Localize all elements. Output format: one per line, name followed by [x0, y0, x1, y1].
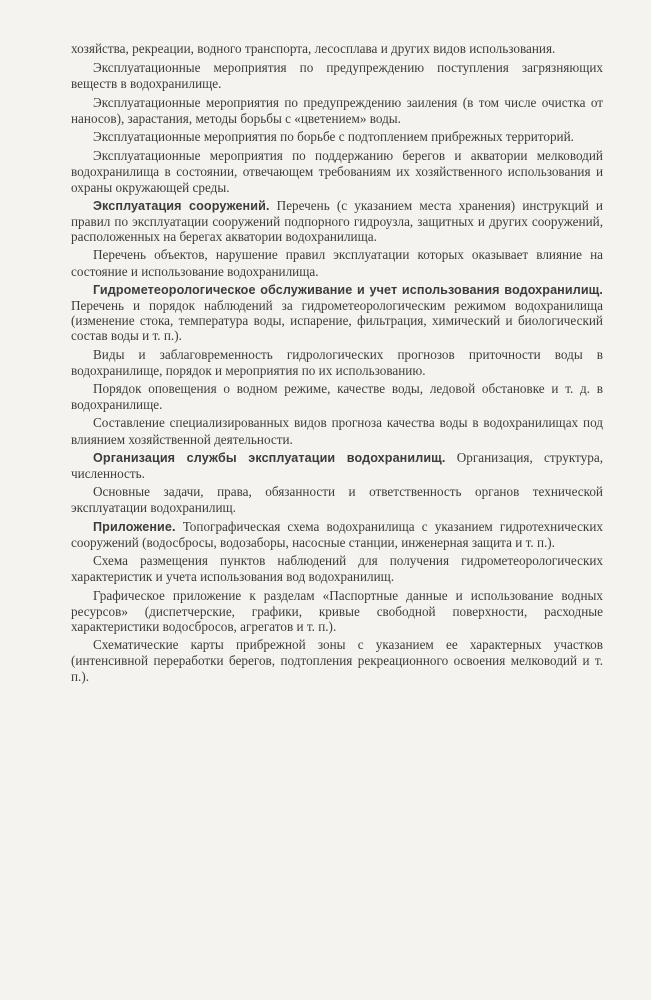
paragraph-10	[71, 381, 603, 412]
paragraph-12	[71, 450, 603, 481]
paragraph-7-text: Перечень объектов, нарушение правил эксплуатации которых оказывает влияние на состояние и использование водохранилища.	[71, 247, 603, 279]
paragraph-1-text: хозяйства, рекреации, водного транспорта, лесосплава и других видов использования.	[71, 41, 556, 56]
paragraph-6-text: Перечень (с указанием места хранения) инструкций и правил по эксплуатации сооружений подпорного гидроузла, защитных и других сооружений, расположенных на берегах акватории водохранилища.	[71, 197, 603, 245]
paragraph-10-text: Порядок оповещения о водном режиме, качестве воды, ледовой обстановке и т. д. в водохранилище.	[71, 381, 603, 413]
paragraph-14	[71, 519, 603, 550]
paragraph-4	[71, 129, 603, 145]
paragraph-7	[71, 247, 603, 278]
paragraph-13	[71, 484, 603, 515]
paragraph-9	[71, 347, 603, 378]
paragraph-8-heading: Гидрометеорологическое обслуживание и учет использования водохранилищ.	[93, 282, 603, 297]
paragraph-16-text: Графическое приложение к разделам «Паспортные данные и использование водных ресурсов» (диспетчерские, графики, кривые свободной поверхности, расходные характеристики водосбросов, агрегатов и т. п.).	[71, 587, 603, 634]
paragraph-8	[71, 282, 603, 344]
paragraph-5-text: Эксплуатационные мероприятия по поддержанию берегов и акватории мелководий водохранилища в состоянии, отвечающем требованиям их хозяйственного использования и охраны окружающей среды.	[71, 148, 603, 195]
paragraph-12-text: Организация, структура, численность.	[71, 449, 603, 482]
paragraph-12-heading: Организация службы эксплуатации водохранилищ.	[93, 450, 446, 465]
paragraph-6-heading: Эксплуатация сооружений.	[93, 198, 270, 213]
paragraph-15	[71, 553, 603, 584]
paragraph-5	[71, 148, 603, 195]
paragraph-14-heading: Приложение.	[93, 519, 176, 534]
document-body	[71, 41, 603, 687]
paragraph-2	[71, 60, 603, 91]
paragraph-13-text: Основные задачи, права, обязанности и ответственность органов технической эксплуатации водохранилищ.	[71, 484, 603, 516]
paragraph-14-text: Топографическая схема водохранилища с указанием гидротехнических сооружений (водосбросы, водозаборы, насосные станции, инженерная защита и т. п.).	[71, 518, 603, 550]
paragraph-11	[71, 415, 603, 446]
paragraph-8-text: Перечень и порядок наблюдений за гидрометеорологическим режимом водохранилища (изменение стока, температура воды, испарение, фильтрация, химический и биологический состав воды и т. п.).	[71, 298, 603, 344]
paragraph-1	[71, 41, 603, 57]
paragraph-4-text: Эксплуатационные мероприятия по борьбе с подтоплением прибрежных территорий.	[93, 129, 574, 145]
paragraph-16	[71, 588, 603, 635]
paragraph-11-text: Составление специализированных видов прогноза качества воды в водохранилищах под влиянием хозяйственной деятельности.	[71, 415, 603, 447]
paragraph-9-text: Виды и заблаговременность гидрологических прогнозов приточности воды в водохранилище, порядок и мероприятия по их использованию.	[71, 346, 603, 378]
paragraph-17-text: Схематические карты прибрежной зоны с указанием ее характерных участков (интенсивной переработки берегов, подтопления рекреационного освоения мелководий и т. п.).	[71, 637, 603, 684]
paragraph-15-text: Схема размещения пунктов наблюдений для получения гидрометеорологических характеристик и учета использования вод водохранилищ.	[71, 553, 603, 585]
paragraph-3	[71, 95, 603, 126]
paragraph-17	[71, 637, 603, 684]
paragraph-6	[71, 198, 603, 245]
paragraph-2-text: Эксплуатационные мероприятия по предупреждению поступления загрязняющих веществ в водохранилище.	[71, 60, 603, 92]
paragraph-3-text: Эксплуатационные мероприятия по предупреждению заиления (в том числе очистка от наносов), зарастания, методы борьбы с «цветением» воды.	[71, 94, 603, 126]
